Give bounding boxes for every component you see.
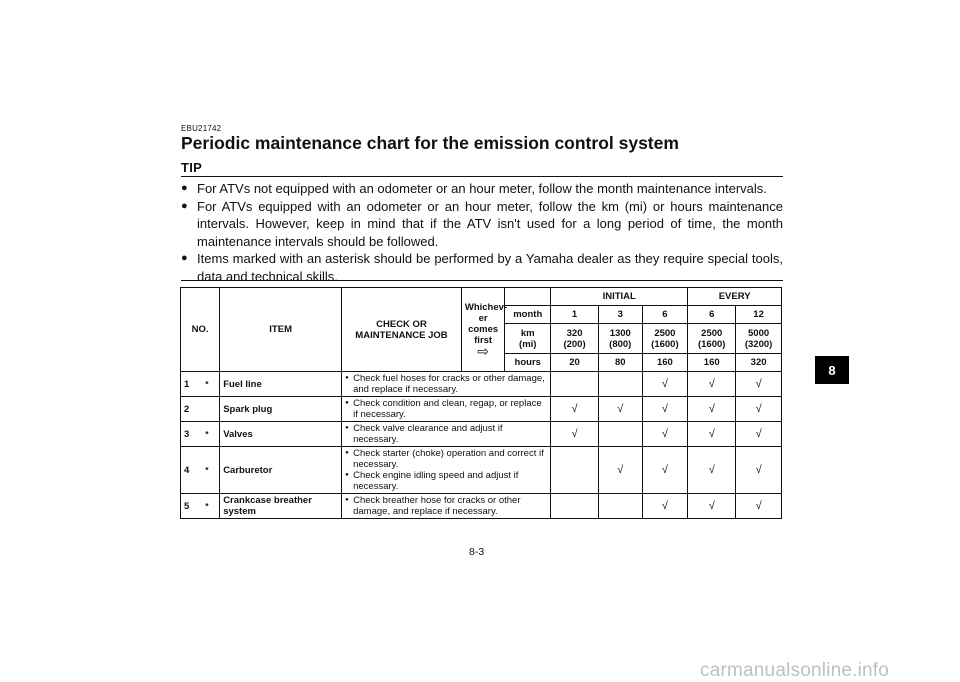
check-cell: √ xyxy=(688,494,736,519)
header-whichever xyxy=(461,288,508,372)
document-code: EBU21742 xyxy=(181,124,222,133)
tip-item: ● Items marked with an asterisk should be performed by a Yamaha dealer as they require special tools, data and technical skills. xyxy=(181,250,783,285)
interval-value: 1300 (800) xyxy=(599,324,643,354)
check-cell xyxy=(599,372,643,397)
row-asterisk xyxy=(202,397,219,422)
header-job: CHECK OR MAINTENANCE JOB xyxy=(342,288,462,372)
check-cell: √ xyxy=(642,494,688,519)
interval-value: 320 xyxy=(736,354,782,372)
job-line: ● Check engine idling speed and adjust if necessary. xyxy=(345,470,547,492)
interval-value: 160 xyxy=(642,354,688,372)
row-number: 5 xyxy=(181,494,203,519)
check-cell xyxy=(551,447,599,494)
check-cell: √ xyxy=(688,447,736,494)
interval-value: 12 xyxy=(736,306,782,324)
row-item: Valves xyxy=(220,422,342,447)
check-cell: √ xyxy=(736,494,782,519)
table-row xyxy=(181,372,782,397)
tip-rule-bottom xyxy=(181,280,783,281)
row-asterisk: * xyxy=(202,422,219,447)
job-line: ● Check condition and clean, regap, or replace if necessary. xyxy=(345,398,547,420)
check-cell: √ xyxy=(551,422,599,447)
job-line: ● Check valve clearance and adjust if necessary. xyxy=(345,423,547,445)
interval-unit: hours xyxy=(505,354,551,372)
check-cell: √ xyxy=(736,422,782,447)
interval-value: 320 (200) xyxy=(551,324,599,354)
row-number: 4 xyxy=(181,447,203,494)
row-item: Carburetor xyxy=(220,447,342,494)
interval-value: 6 xyxy=(688,306,736,324)
check-cell: √ xyxy=(642,397,688,422)
section-tab: 8 xyxy=(815,356,849,384)
tip-label: TIP xyxy=(181,160,206,175)
interval-value: 1 xyxy=(551,306,599,324)
row-job xyxy=(342,494,551,519)
check-cell: √ xyxy=(688,422,736,447)
watermark: carmanualsonline.info xyxy=(700,660,890,681)
tip-list xyxy=(181,180,783,285)
tip-rule-top xyxy=(181,176,783,177)
row-asterisk: * xyxy=(202,447,219,494)
job-line: ● Check starter (choke) operation and correct if necessary. xyxy=(345,448,547,470)
row-item: Crankcase breather system xyxy=(220,494,342,519)
check-cell xyxy=(551,494,599,519)
interval-corner xyxy=(505,288,551,306)
header-initial: INITIAL xyxy=(551,288,688,306)
interval-value: 80 xyxy=(599,354,643,372)
arrow-right-icon: ⇨ xyxy=(477,343,489,359)
row-job xyxy=(342,397,551,422)
row-job xyxy=(342,372,551,397)
check-cell xyxy=(599,422,643,447)
check-cell: √ xyxy=(642,447,688,494)
check-cell: √ xyxy=(736,397,782,422)
tip-item: ● For ATVs equipped with an odometer or an hour meter, follow the km (mi) or hours maintenance intervals. However, keep in mind that if the ATV isn't used for a long period of time, the month maintenance intervals should be followed. xyxy=(181,198,783,251)
interval-value: 2500 (1600) xyxy=(642,324,688,354)
check-cell xyxy=(599,494,643,519)
check-cell: √ xyxy=(642,422,688,447)
check-cell: √ xyxy=(736,447,782,494)
job-line: ● Check fuel hoses for cracks or other damage, and replace if necessary. xyxy=(345,373,547,395)
tip-item: ● For ATVs not equipped with an odometer or an hour meter, follow the month maintenance intervals. xyxy=(181,180,783,198)
row-number: 3 xyxy=(181,422,203,447)
tip-header xyxy=(181,160,783,178)
table-row xyxy=(181,447,782,494)
whichever-label: Whichev-er comes first xyxy=(464,302,508,346)
check-cell: √ xyxy=(688,397,736,422)
interval-value: 5000 (3200) xyxy=(736,324,782,354)
check-cell: √ xyxy=(642,372,688,397)
interval-unit: month xyxy=(505,306,551,324)
interval-value: 20 xyxy=(551,354,599,372)
check-cell: √ xyxy=(551,397,599,422)
table-row xyxy=(181,494,782,519)
check-cell: √ xyxy=(688,372,736,397)
check-cell xyxy=(551,372,599,397)
page-title: Periodic maintenance chart for the emission control system xyxy=(181,133,679,153)
row-asterisk: * xyxy=(202,494,219,519)
row-number: 1 xyxy=(181,372,203,397)
page-number: 8-3 xyxy=(469,546,485,558)
header-no: NO. xyxy=(181,288,220,372)
header-item: ITEM xyxy=(220,288,342,372)
row-job xyxy=(342,422,551,447)
header-every: EVERY xyxy=(688,288,782,306)
check-cell: √ xyxy=(736,372,782,397)
job-line: ● Check breather hose for cracks or other damage, and replace if necessary. xyxy=(345,495,547,517)
interval-table xyxy=(180,287,782,519)
interval-value: 6 xyxy=(642,306,688,324)
row-item: Fuel line xyxy=(220,372,342,397)
table-row xyxy=(181,422,782,447)
interval-value: 2500 (1600) xyxy=(688,324,736,354)
check-cell: √ xyxy=(599,397,643,422)
interval-unit: km (mi) xyxy=(505,324,551,354)
interval-value: 160 xyxy=(688,354,736,372)
interval-value: 3 xyxy=(599,306,643,324)
row-item: Spark plug xyxy=(220,397,342,422)
row-job xyxy=(342,447,551,494)
check-cell: √ xyxy=(599,447,643,494)
table-row xyxy=(181,397,782,422)
row-asterisk: * xyxy=(202,372,219,397)
row-number: 2 xyxy=(181,397,203,422)
